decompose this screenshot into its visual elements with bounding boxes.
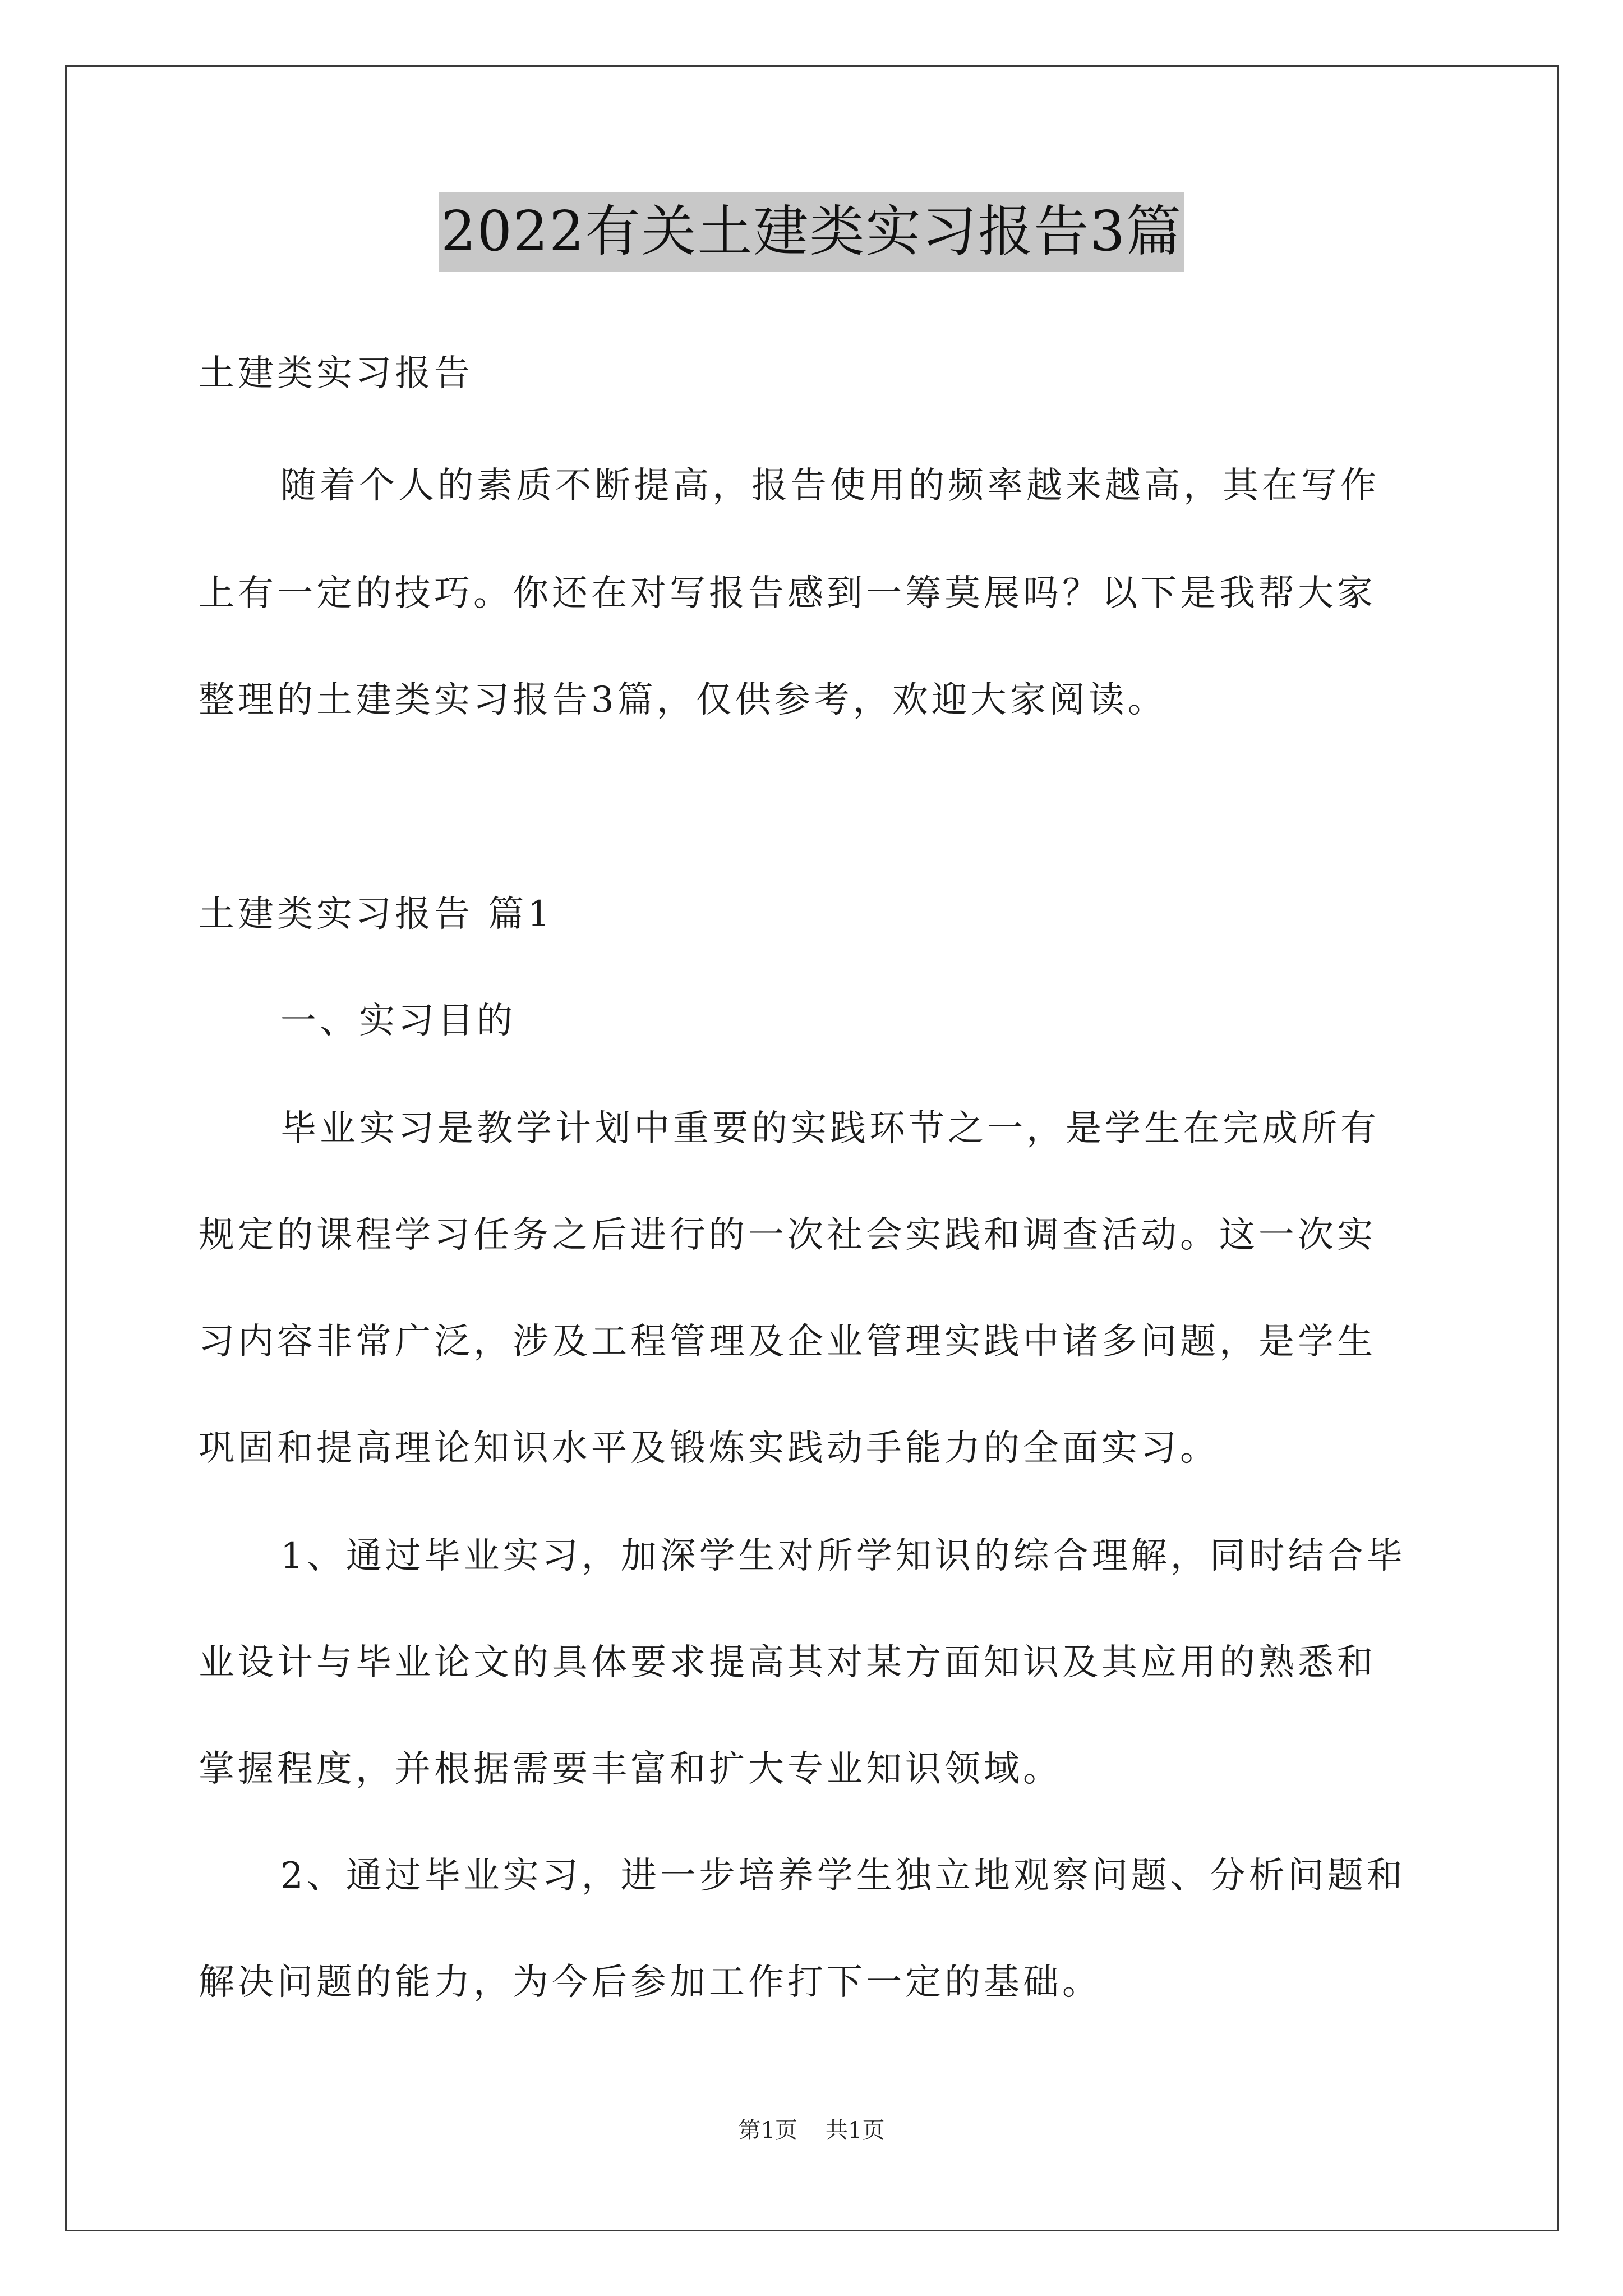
list-item-line: 解决问题的能力，为今后参加工作打下一定的基础。 (199, 1962, 1101, 2003)
subsection-heading: 一、实习目的 (280, 1000, 516, 1042)
body-paragraph-line: 毕业实习是教学计划中重要的实践环节之一，是学生在完成所有 (280, 1108, 1380, 1149)
body-paragraph-line: 习内容非常广泛，涉及工程管理及企业管理实践中诸多问题，是学生 (199, 1321, 1376, 1363)
intro-paragraph-line: 上有一定的技巧。你还在对写报告感到一筹莫展吗？以下是我帮大家 (199, 573, 1376, 614)
section-heading: 土建类实习报告 (199, 353, 473, 394)
body-paragraph-line: 巩固和提高理论知识水平及锻炼实践动手能力的全面实习。 (199, 1428, 1219, 1469)
list-item-line: 1、通过毕业实习，加深学生对所学知识的综合理解，同时结合毕 (280, 1535, 1406, 1577)
list-item-line: 业设计与毕业论文的具体要求提高其对某方面知识及其应用的熟悉和 (199, 1642, 1376, 1683)
list-item-line: 掌握程度，并根据需要丰富和扩大专业知识领域。 (199, 1749, 1062, 1790)
page-number-current: 第1页 (738, 2118, 797, 2143)
page-footer (0, 2115, 1623, 2146)
list-item-line: 2、通过毕业实习，进一步培养学生独立地观察问题、分析问题和 (280, 1855, 1406, 1897)
page-number-total: 共1页 (826, 2118, 885, 2143)
article-heading: 土建类实习报告 篇1 (199, 894, 554, 935)
body-paragraph-line: 规定的课程学习任务之后进行的一次社会实践和调查活动。这一次实 (199, 1214, 1376, 1256)
title-container (0, 192, 1623, 272)
intro-paragraph-line: 随着个人的素质不断提高，报告使用的频率越来越高，其在写作 (280, 465, 1380, 507)
document-title: 2022有关土建类实习报告3篇 (439, 192, 1184, 272)
intro-paragraph-line: 整理的土建类实习报告3篇，仅供参考，欢迎大家阅读。 (199, 679, 1167, 721)
